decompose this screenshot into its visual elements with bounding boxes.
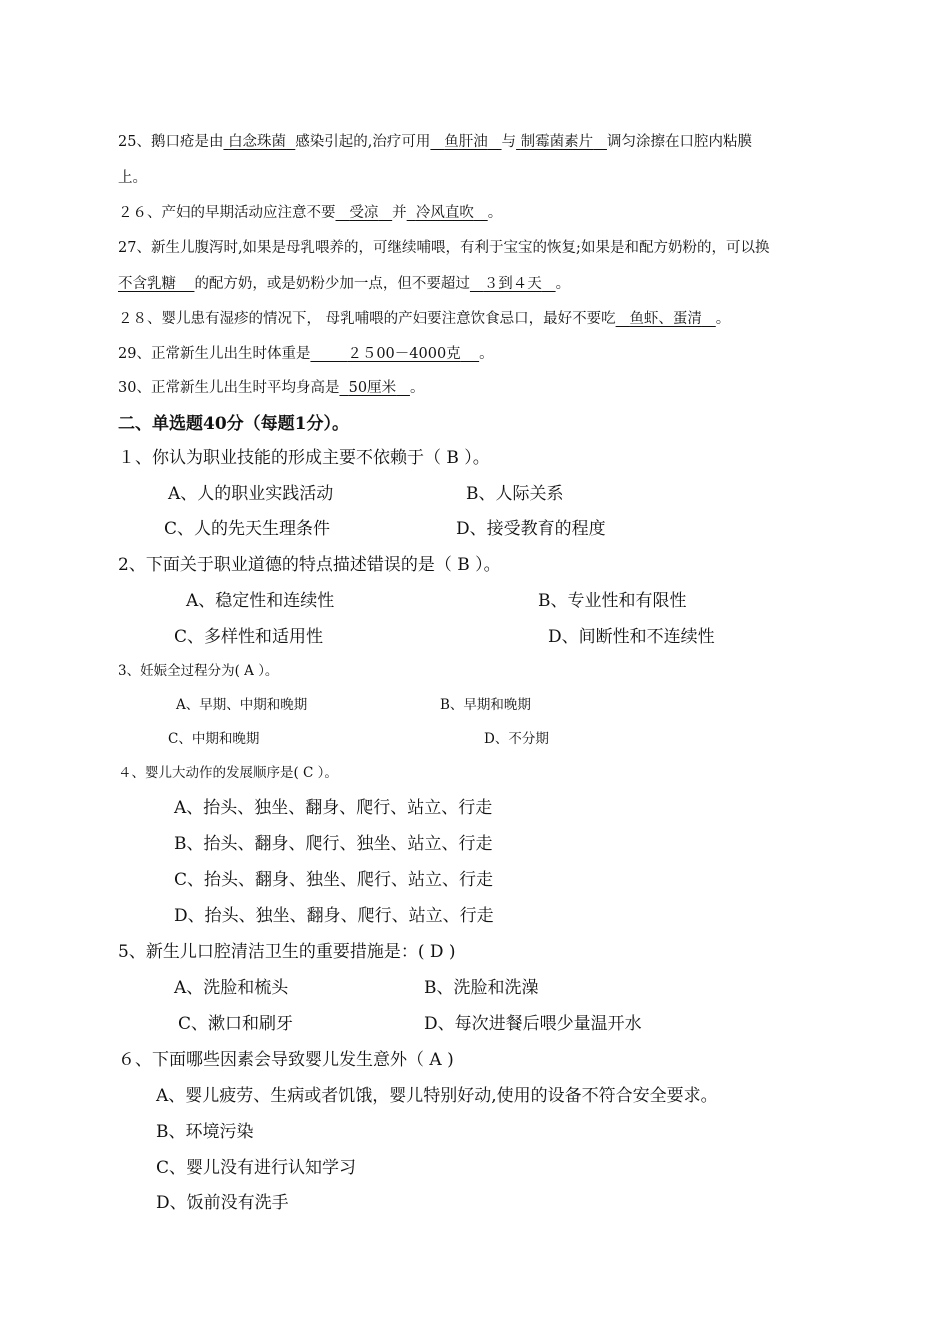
option-5d: D、每次进餐后喂少量温开水 bbox=[424, 1014, 642, 1034]
fill-in-27-cont: 不含乳糖 的配方奶，或是奶粉少加一点，但不要超过 ３到４天 。 bbox=[118, 276, 571, 292]
answer-blank: 受凉 bbox=[349, 205, 379, 221]
option-1b: B、人际关系 bbox=[466, 484, 564, 504]
answer-blank: 白念珠菌 bbox=[228, 134, 287, 150]
option-5a: A、洗脸和梳头 bbox=[174, 978, 289, 998]
option-5c: C、漱口和刷牙 bbox=[178, 1014, 294, 1034]
option-5b: B、洗脸和洗澡 bbox=[424, 978, 539, 998]
answer-blank: ３到４天 bbox=[483, 276, 542, 292]
answer-blank: 冷风直吹 bbox=[415, 205, 474, 221]
option-3d: D、不分期 bbox=[484, 731, 549, 747]
option-2b: B、专业性和有限性 bbox=[538, 591, 687, 611]
answer-blank: 鱼虾、蛋清 bbox=[629, 311, 702, 327]
option-4c: C、抬头、翻身、独坐、爬行、站立、行走 bbox=[174, 870, 494, 890]
answer-blank: 不含乳糖 bbox=[118, 276, 176, 292]
option-6a: A、婴儿疲劳、生病或者饥饿，婴儿特别好动,使用的设备不符合安全要求。 bbox=[156, 1086, 718, 1106]
fill-in-25: 25、鹅口疮是由 白念珠菌 感染引起的,治疗可用 鱼肝油 与 制霉菌素片 调匀涂擦在口腔内粘膜 bbox=[118, 134, 752, 150]
fill-in-27: 27、新生儿腹泻时,如果是母乳喂养的，可继续哺喂，有利于宝宝的恢复;如果是和配方奶粉的，可以换 bbox=[118, 240, 770, 256]
option-2a: A、稳定性和连续性 bbox=[186, 591, 335, 611]
question-5: 5、新生儿口腔清洁卫生的重要措施是：( D ) bbox=[118, 942, 456, 962]
option-6d: D、饭前没有洗手 bbox=[156, 1193, 289, 1213]
option-1a: A、人的职业实践活动 bbox=[168, 484, 334, 504]
question-2: 2、下面关于职业道德的特点描述错误的是（ B ）。 bbox=[118, 555, 501, 575]
option-1d: D、接受教育的程度 bbox=[456, 519, 606, 539]
option-3b: B、早期和晚期 bbox=[440, 697, 531, 713]
fill-in-26: ２６、产妇的早期活动应注意不要 受凉 并 冷风直吹 。 bbox=[118, 205, 503, 221]
answer-blank: ２５00－4000克 bbox=[347, 346, 461, 362]
option-6c: C、婴儿没有进行认知学习 bbox=[156, 1158, 357, 1178]
option-2c: C、多样性和适用性 bbox=[174, 627, 324, 647]
option-3a: A、早期、中期和晚期 bbox=[176, 697, 308, 713]
option-4b: B、抬头、翻身、爬行、独坐、站立、行走 bbox=[174, 834, 493, 854]
option-3c: C、中期和晚期 bbox=[168, 731, 260, 747]
section-title: 二、单选题40分（每题1分）。 bbox=[118, 414, 349, 434]
question-1: １、你认为职业技能的形成主要不依赖于（ B ）。 bbox=[118, 448, 490, 468]
option-4a: A、抬头、独坐、翻身、爬行、站立、行走 bbox=[174, 798, 493, 818]
option-6b: B、环境污染 bbox=[156, 1122, 254, 1142]
answer-blank: 制霉菌素片 bbox=[520, 134, 594, 150]
question-3: 3、妊娠全过程分为( A ）。 bbox=[118, 663, 279, 679]
option-4d: D、抬头、独坐、翻身、爬行、站立、行走 bbox=[174, 906, 494, 926]
fill-in-29: 29、正常新生儿出生时体重是 ２５00－4000克 。 bbox=[118, 346, 494, 362]
option-2d: D、间断性和不连续性 bbox=[548, 627, 715, 647]
question-4: ４、婴儿大动作的发展顺序是( C ）。 bbox=[118, 765, 338, 781]
answer-blank: 鱼肝油 bbox=[444, 134, 488, 150]
answer-blank: 50厘米 bbox=[348, 380, 397, 396]
option-1c: C、人的先天生理条件 bbox=[164, 519, 331, 539]
fill-in-28: ２８、婴儿患有湿疹的情况下， 母乳哺喂的产妇要注意饮食忌口，最好不要吃 鱼虾、蛋清 。 bbox=[118, 311, 731, 327]
fill-in-30: 30、正常新生儿出生时平均身高是 50厘米 。 bbox=[118, 380, 425, 396]
fill-in-25-cont: 上。 bbox=[118, 170, 147, 186]
question-6: ６、下面哪些因素会导致婴儿发生意外（ A ) bbox=[118, 1050, 454, 1070]
